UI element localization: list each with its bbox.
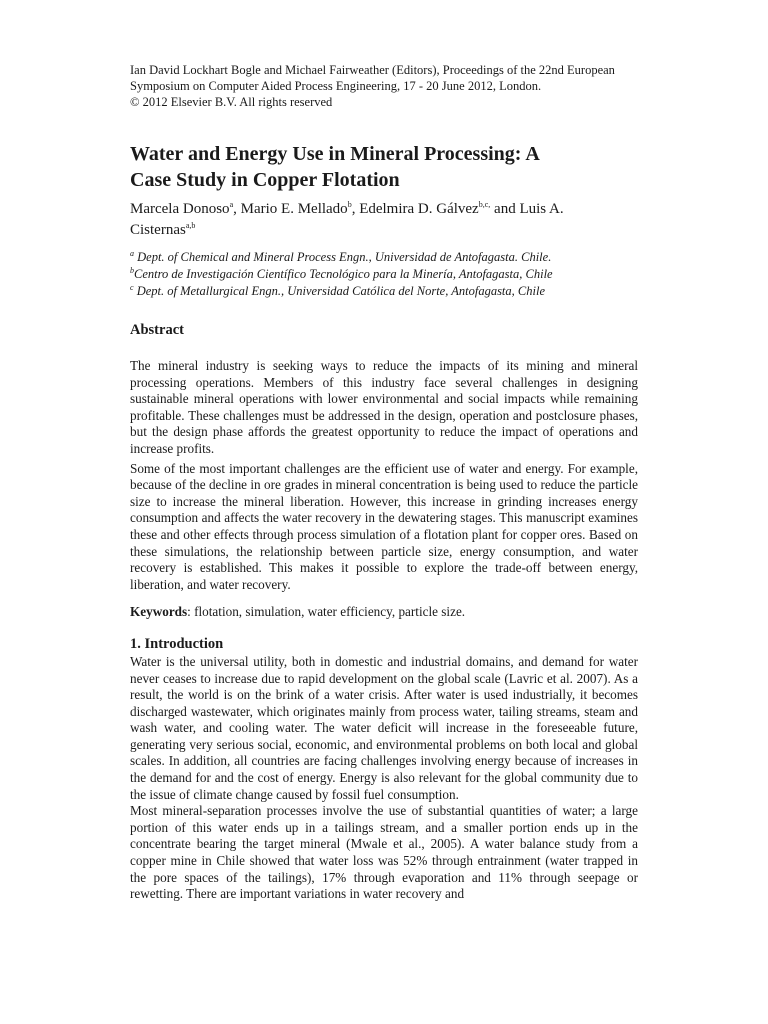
affiliation bbox=[130, 283, 638, 300]
author-sup: a,b bbox=[185, 221, 196, 230]
affiliation-sup: c bbox=[130, 282, 134, 292]
copyright-line: © 2012 Elsevier B.V. All rights reserved bbox=[130, 95, 333, 109]
header-line: Symposium on Computer Aided Process Engineering, 17 - 20 June 2012, London. bbox=[130, 79, 542, 93]
author-list bbox=[130, 199, 638, 241]
affiliation bbox=[130, 249, 638, 266]
affiliation-sup: b bbox=[130, 265, 134, 275]
author: Marcela Donoso bbox=[130, 201, 230, 217]
keywords bbox=[130, 604, 638, 621]
author: Cisternas bbox=[130, 222, 186, 238]
author-sup: b bbox=[347, 200, 352, 209]
keywords-label: Keywords bbox=[130, 604, 188, 620]
abstract-paragraph: Some of the most important challenges are the efficient use of water and energy. For example, because of the decline in ore grades in mineral concentration is being used to reduce the particle size to increase the mineral liberation. However, this increase in grinding increases energy consumption and affects the water recovery in the dewatering stages. This manuscript examines these and other effects through process simulation of a flotation plant for copper ores. Based on these simulations, the relationship between particle size, energy consumption, and water recovery is established. This makes it possible to explore the trade-off between energy, liberation, and water recovery. bbox=[130, 460, 638, 592]
title-line: Water and Energy Use in Mineral Processing: A bbox=[130, 143, 540, 165]
abstract-paragraph: The mineral industry is seeking ways to reduce the impacts of its mining and mineral processing operations. Members of this industry face several challenges in designing sustainable mineral operations with lower environmental and social impacts while remaining profitable. These challenges must be addressed in the design, operation and postclosure phases, but the design phase affords the greatest opportunity to reduce the impact of operations and increase profits. bbox=[130, 358, 638, 456]
author-sup: b,c, bbox=[478, 200, 491, 209]
introduction-paragraph: Most mineral-separation processes involve the use of substantial quantities of water; a large portion of this water ends up in a tailings stream, and a smaller portion ends up in the concentrate bearing the target mineral (Mwale et al., 2005). A water balance study from a copper mine in Chile showed that water loss was 52% through entrainment (water trapped in the pore spaces of the tailings), 17% through evaporation and 11% through seepage or rewetting. There are important variations in water recovery and bbox=[130, 803, 638, 902]
title-line: Case Study in Copper Flotation bbox=[130, 169, 400, 191]
header-line: Ian David Lockhart Bogle and Michael Fairweather (Editors), Proceedings of the 22nd European bbox=[130, 63, 615, 77]
abstract-heading: Abstract bbox=[130, 322, 184, 338]
affiliation-text: Dept. of Metallurgical Engn., Universidad Católica del Norte, Antofagasta, Chile bbox=[133, 284, 545, 298]
affiliation-text: Dept. of Chemical and Mineral Process Engn., Universidad de Antofagasta. Chile. bbox=[134, 250, 552, 264]
affiliation-sup: a bbox=[130, 248, 134, 258]
keywords-text: : flotation, simulation, water efficiency, particle size. bbox=[187, 604, 466, 620]
author-sup: a bbox=[229, 200, 234, 209]
introduction-paragraph: Water is the universal utility, both in domestic and industrial domains, and demand for water never ceases to increase due to rapid development on the global scale (Lavric et al. 2007). As a result, the world is on the brink of a water crisis. After water is used industrially, it becomes discharged wastewater, which originates mainly from process water, tailing streams, steam and wash water, and cooling water. The water deficit will increase in the foreseeable future, generating very serious social, economic, and environmental problems on both local and global scales. In addition, all countries are facing challenges involving energy because of increases in the demand for and the cost of energy. Energy is also relevant for the global community due to the issue of climate change caused by fossil fuel consumption. bbox=[130, 653, 638, 802]
affiliation-text: Centro de Investigación Científico Tecnológico para la Minería, Antofagasta, Chile bbox=[134, 267, 553, 281]
author: and Luis A. bbox=[490, 201, 564, 217]
paper-title bbox=[130, 141, 638, 193]
affiliation bbox=[130, 266, 638, 283]
paper-page bbox=[130, 62, 638, 903]
affiliations bbox=[130, 249, 638, 300]
proceedings-header bbox=[130, 62, 638, 110]
introduction-heading: 1. Introduction bbox=[130, 635, 224, 652]
author: , Mario E. Mellado bbox=[233, 201, 348, 217]
author: , Edelmira D. Gálvez bbox=[351, 201, 479, 217]
